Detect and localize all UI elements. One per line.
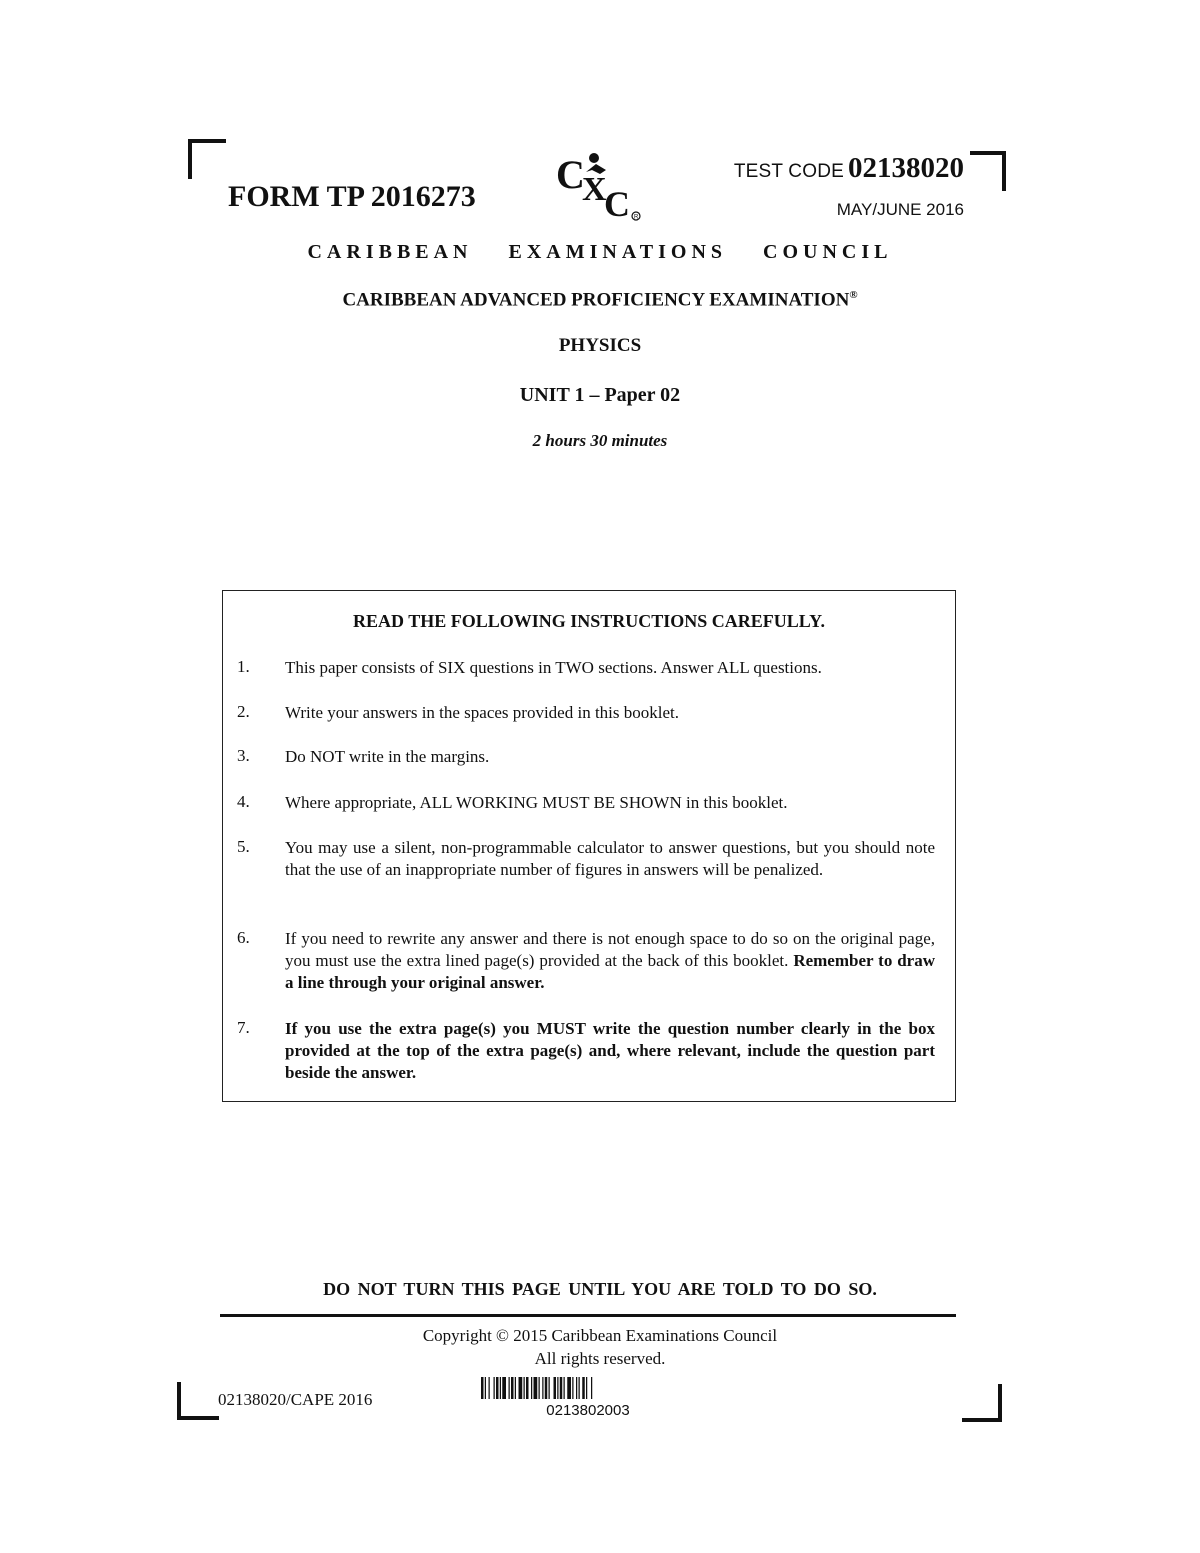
barcode-bar (586, 1377, 587, 1399)
barcode-bar (545, 1377, 548, 1399)
test-code-value: 02138020 (848, 152, 964, 184)
barcode-bar (542, 1377, 543, 1399)
svg-text:X: X (582, 171, 607, 208)
svg-text:C: C (556, 152, 585, 197)
barcode (481, 1377, 695, 1399)
barcode-bar (526, 1377, 529, 1399)
instruction-number: 5. (237, 837, 250, 856)
registered-mark: ® (849, 289, 858, 301)
instruction-number: 7. (237, 1018, 250, 1037)
barcode-bar (579, 1377, 580, 1399)
barcode-bar (560, 1377, 563, 1399)
barcode-bar (557, 1377, 558, 1399)
barcode-bar (511, 1377, 514, 1399)
svg-text:R: R (634, 214, 639, 221)
footer-divider (220, 1314, 956, 1317)
barcode-bar (515, 1377, 516, 1399)
instruction-text: You may use a silent, non-programmable calculator to answer questions, but you should note that the use of an inappropriate number of figures in answers will be penalized. (285, 838, 935, 879)
subject-title: PHYSICS (558, 335, 642, 356)
barcode-bar (489, 1377, 490, 1399)
instructions-box (222, 590, 956, 1102)
barcode-bar (567, 1377, 571, 1399)
crop-mark-top-right (970, 151, 1006, 191)
barcode-bar (485, 1377, 486, 1399)
barcode-bar (502, 1377, 506, 1399)
exam-session: MAY/JUNE 2016 (836, 200, 964, 219)
paper-code: 02138020/CAPE 2016 (218, 1390, 373, 1409)
instruction-number: 6. (237, 928, 250, 947)
exam-duration: 2 hours 30 minutes (532, 431, 668, 450)
copyright-line: Copyright © 2015 Caribbean Examinations Council (422, 1326, 778, 1345)
barcode-number: 0213802003 (546, 1402, 630, 1419)
instruction-text: Where appropriate, ALL WORKING MUST BE SHOWN in this booklet. (285, 793, 788, 812)
instruction-text: If you use the extra page(s) you MUST write the question number clearly in the box provided at the top of the extra page(s) and, where relevant, include the question part beside the answer. (285, 1019, 935, 1082)
barcode-bar (534, 1377, 538, 1399)
barcode-bar (531, 1377, 532, 1399)
barcode-bar (500, 1377, 501, 1399)
test-code (734, 152, 964, 185)
barcode-bar (494, 1377, 495, 1399)
barcode-bar (576, 1377, 577, 1399)
barcode-bar (582, 1377, 585, 1399)
barcode-bar (564, 1377, 565, 1399)
barcode-bar (509, 1377, 510, 1399)
instruction-text: Write your answers in the spaces provided in this booklet. (285, 703, 680, 722)
instructions-heading: READ THE FOLLOWING INSTRUCTIONS CAREFULLY. (353, 611, 825, 631)
crop-mark-bottom-left (177, 1382, 219, 1420)
rights-line: All rights reserved. (534, 1349, 666, 1368)
crop-mark-top-left (188, 139, 226, 179)
barcode-bar (524, 1377, 525, 1399)
instruction-text-emphasis: Remember to draw a line through your original answer. (285, 951, 936, 992)
do-not-turn-warning: DO NOT TURN THIS PAGE UNTIL YOU ARE TOLD TO DO SO. (323, 1279, 877, 1299)
instruction-text-plain: If you need to rewrite any answer and there is not enough space to do so on the original page, you must use the extra lined page(s) provided at the back of this booklet. (285, 929, 935, 970)
exam-title (0, 289, 1200, 311)
crop-mark-bottom-right (962, 1384, 1002, 1422)
cxc-logo (552, 150, 644, 224)
form-number: FORM TP 2016273 (228, 180, 476, 213)
barcode-bar (572, 1377, 573, 1399)
test-code-label: TEST CODE (733, 161, 844, 182)
instruction-number: 3. (237, 746, 250, 765)
instruction-text (285, 928, 935, 994)
barcode-bar (591, 1377, 592, 1399)
barcode-bar (539, 1377, 540, 1399)
barcode-bar (481, 1377, 484, 1399)
instruction-number: 1. (237, 657, 250, 676)
unit-title: UNIT 1 – Paper 02 (519, 384, 681, 406)
barcode-bar (549, 1377, 550, 1399)
svg-text:C: C (604, 184, 630, 224)
instruction-text: Do NOT write in the margins. (285, 747, 490, 766)
barcode-bar (496, 1377, 499, 1399)
barcode-bar (554, 1377, 557, 1399)
exam-name: CARIBBEAN ADVANCED PROFICIENCY EXAMINATION (342, 289, 850, 311)
copyright-notice (0, 1324, 1200, 1370)
instruction-number: 4. (237, 792, 250, 811)
council-name: CARIBBEAN EXAMINATIONS COUNCIL (307, 241, 893, 263)
barcode-bar (519, 1377, 523, 1399)
instruction-number: 2. (237, 702, 250, 721)
instruction-text: This paper consists of SIX questions in TWO sections. Answer ALL questions. (285, 658, 822, 677)
